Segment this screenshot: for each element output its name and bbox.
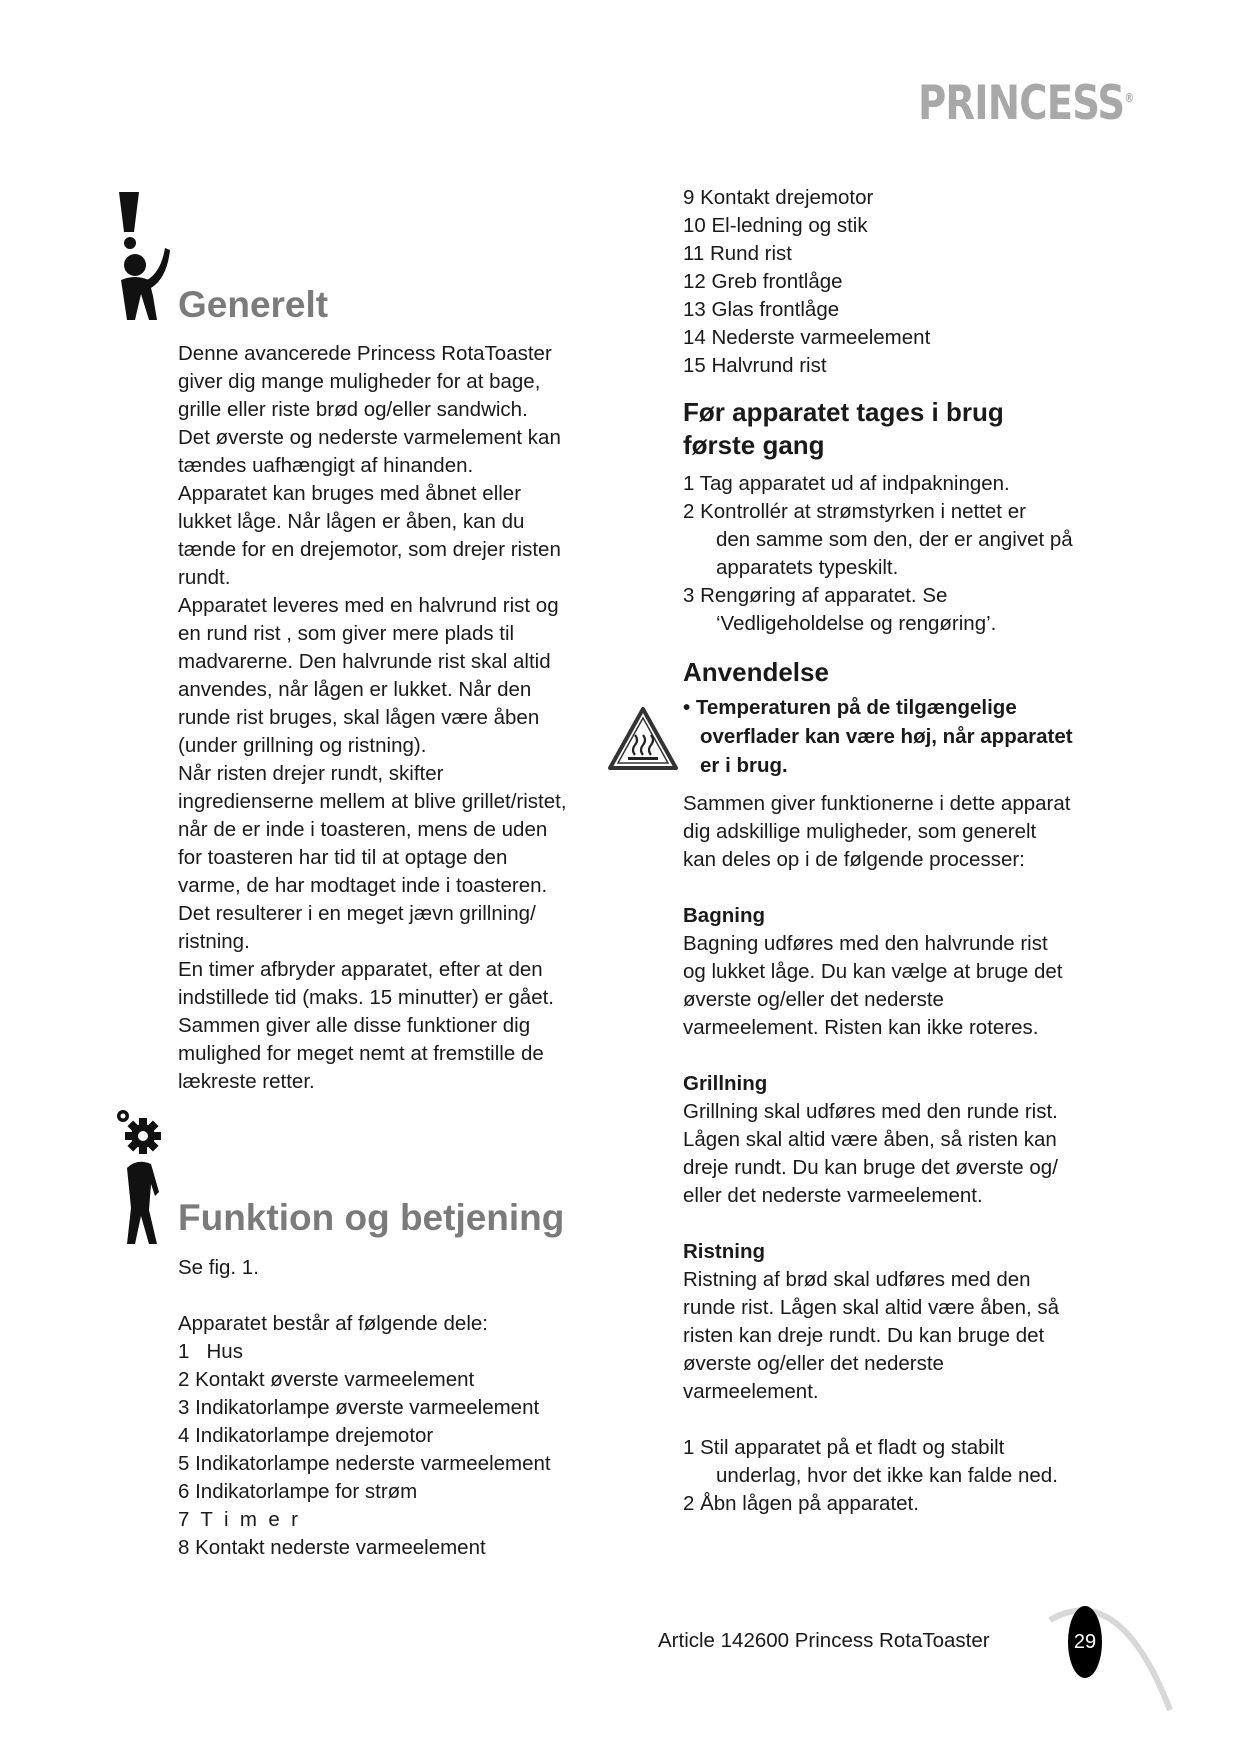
part-item: 5 Indikatorlampe nederste varmeelement xyxy=(178,1452,551,1475)
part-item: 14 Nederste varmeelement xyxy=(683,326,931,349)
heading-foer-line1: Før apparatet tages i brug xyxy=(683,397,1004,427)
step-item: 1 Tag apparatet ud af indpakningen. xyxy=(683,472,1010,495)
text-line: Bagning udføres med den halvrunde rist xyxy=(683,932,1048,955)
funktion-body xyxy=(178,1254,608,1562)
parts-continued xyxy=(683,184,1123,380)
step-continuation: ‘Vedligeholdelse og rengøring’. xyxy=(716,612,997,635)
heading-funktion: Funktion og betjening xyxy=(178,1197,565,1238)
text-line: varme, de har modtaget inde i toasteren. xyxy=(178,874,548,897)
step-item: 1 Stil apparatet på et fladt og stabilt xyxy=(683,1436,1005,1459)
footer-article: Article 142600 Princess RotaToaster xyxy=(658,1629,990,1652)
text-line: Apparatet kan bruges med åbnet eller xyxy=(178,482,522,505)
text-line: madvarerne. Den halvrunde rist skal altid xyxy=(178,650,551,673)
warning-text xyxy=(683,693,1123,780)
subheading-ristning: Ristning xyxy=(683,1240,765,1263)
section-funktion xyxy=(178,1196,608,1562)
text-line: ingredienserne mellem at blive grillet/ristet, xyxy=(178,790,567,813)
section-foer xyxy=(683,396,1123,638)
text-line: grille eller riste brød og/eller sandwich. xyxy=(178,398,528,421)
warning-line: er i brug. xyxy=(700,754,788,777)
warning-line: • Temperaturen på de tilgængelige xyxy=(683,696,1017,719)
text-line: tændes uafhængigt af hinanden. xyxy=(178,454,474,477)
foer-steps xyxy=(683,470,1123,638)
text-line: varmeelement. xyxy=(683,1380,819,1403)
text-line: giver dig mange muligheder for at bage, xyxy=(178,370,541,393)
step-continuation: den samme som den, der er angivet på xyxy=(716,528,1073,551)
text-line: for toasteren har tid til at optage den xyxy=(178,846,508,869)
logo-registered-mark: ® xyxy=(1124,91,1134,105)
logo-text: PRINCESS xyxy=(918,76,1125,131)
step-item: 2 Åbn lågen på apparatet. xyxy=(683,1492,919,1515)
part-item: 10 El-ledning og stik xyxy=(683,214,868,237)
text-line: og lukket låge. Du kan vælge at bruge det xyxy=(683,960,1063,983)
warning-line: overflader kan være høj, når apparatet xyxy=(700,725,1073,748)
part-item: 12 Greb frontlåge xyxy=(683,270,843,293)
text-line: rundt. xyxy=(178,566,231,589)
text-line: lukket låge. Når lågen er åben, kan du xyxy=(178,510,525,533)
step-continuation: underlag, hvor det ikke kan falde ned. xyxy=(716,1464,1058,1487)
part-item: 11 Rund rist xyxy=(683,242,793,265)
text-line: runde rist. Lågen skal altid være åben, så xyxy=(683,1296,1060,1319)
heading-anvendelse: Anvendelse xyxy=(683,657,829,687)
princess-logo xyxy=(918,76,1134,131)
text-line: Det resulterer i en meget jævn grillning/ xyxy=(178,902,536,925)
part-item: 15 Halvrund rist xyxy=(683,354,827,377)
text-line: En timer afbryder apparatet, efter at den xyxy=(178,958,543,981)
part-item: 13 Glas frontlåge xyxy=(683,298,840,321)
subheading-grillning: Grillning xyxy=(683,1072,768,1095)
text-line: mulighed for meget nemt at fremstille de xyxy=(178,1042,544,1065)
text-line: Lågen skal altid være åben, så risten kan xyxy=(683,1128,1057,1151)
part-item: 4 Indikatorlampe drejemotor xyxy=(178,1424,434,1447)
part-item: 2 Kontakt øverste varmeelement xyxy=(178,1368,475,1391)
part-item: 6 Indikatorlampe for strøm xyxy=(178,1480,418,1503)
text-line: varmeelement. Risten kan ikke roteres. xyxy=(683,1016,1039,1039)
step-item: 3 Rengøring af apparatet. Se xyxy=(683,584,948,607)
text-line: risten kan dreje rundt. Du kan bruge det xyxy=(683,1324,1045,1347)
text-line: lækreste retter. xyxy=(178,1070,315,1093)
text-line: når de er inde i toasteren, mens de uden xyxy=(178,818,548,841)
step-continuation: apparatets typeskilt. xyxy=(716,556,899,579)
text-line: Sammen giver alle disse funktioner dig xyxy=(178,1014,531,1037)
heading-foer xyxy=(683,396,1123,462)
text-line: tænde for en drejemotor, som drejer risten xyxy=(178,538,561,561)
text-line: Apparatet leveres med en halvrund rist og xyxy=(178,594,559,617)
text-line: anvendes, når lågen er lukket. Når den xyxy=(178,678,532,701)
text-line: dreje rundt. Du kan bruge det øverste og/ xyxy=(683,1156,1058,1179)
step-item: 2 Kontrollér at strømstyrken i nettet er xyxy=(683,500,1026,523)
section-anvendelse xyxy=(683,656,1123,1518)
text-line: (under grillning og ristning). xyxy=(178,734,427,757)
heading-generelt: Generelt xyxy=(178,284,329,325)
part-item: 7 T i m e r xyxy=(178,1508,298,1531)
text-line: dig adskillige muligheder, som generelt xyxy=(683,820,1037,843)
generelt-body xyxy=(178,340,608,1096)
part-item: 8 Kontakt nederste varmeelement xyxy=(178,1536,486,1559)
page-number: 29 xyxy=(1068,1606,1102,1678)
text-line: Når risten drejer rundt, skifter xyxy=(178,762,444,785)
page-corner-swoosh xyxy=(1040,1590,1200,1720)
text-line: Det øverste og nederste varmelement kan xyxy=(178,426,561,449)
text-line: Ristning af brød skal udføres med den xyxy=(683,1268,1031,1291)
text-line: eller det nederste varmeelement. xyxy=(683,1184,983,1207)
see-fig-text: Se fig. 1. xyxy=(178,1256,259,1279)
parts-intro: Apparatet består af følgende dele: xyxy=(178,1312,488,1335)
subheading-bagning: Bagning xyxy=(683,904,765,927)
heading-foer-line2: første gang xyxy=(683,430,825,460)
text-line: øverste og/eller det nederste xyxy=(683,1352,944,1375)
section-generelt xyxy=(178,283,608,1096)
text-line: kan deles op i de følgende processer: xyxy=(683,848,1025,871)
text-line: Grillning skal udføres med den runde rist. xyxy=(683,1100,1058,1123)
text-line: øverste og/eller det nederste xyxy=(683,988,944,1011)
text-line: Sammen giver funktionerne i dette apparat xyxy=(683,792,1071,815)
text-line: runde rist bruges, skal lågen være åben xyxy=(178,706,540,729)
text-line: en rund rist , som giver mere plads til xyxy=(178,622,515,645)
text-line: Denne avancerede Princess RotaToaster xyxy=(178,342,552,365)
gear-figure-icon xyxy=(113,1108,173,1248)
text-line: ristning. xyxy=(178,930,250,953)
text-line: indstillede tid (maks. 15 minutter) er gået. xyxy=(178,986,554,1009)
part-item: 9 Kontakt drejemotor xyxy=(683,186,874,209)
part-item: 1 Hus xyxy=(178,1340,243,1363)
anvendelse-body xyxy=(683,790,1123,1518)
hot-surface-warning-icon xyxy=(606,705,680,773)
part-item: 3 Indikatorlampe øverste varmeelement xyxy=(178,1396,540,1419)
exclamation-figure-icon xyxy=(113,188,173,323)
